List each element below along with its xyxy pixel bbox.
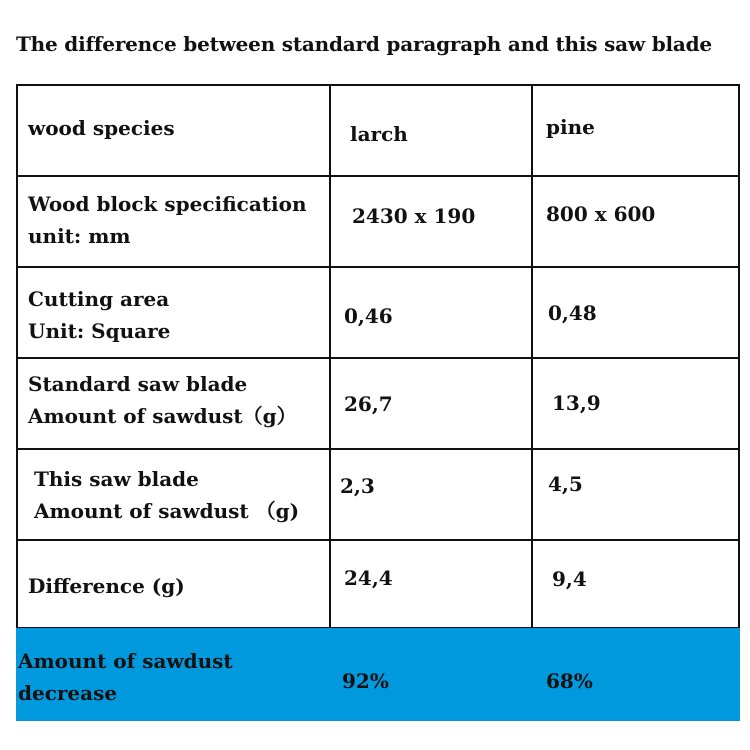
- comparison-table: [16, 84, 740, 629]
- row-label-difference: Difference (g): [28, 574, 185, 598]
- cell-pine-standard: 13,9: [552, 391, 601, 415]
- row-label-this-line1: This saw blade: [34, 467, 199, 491]
- row-label-decrease-line2: decrease: [18, 681, 118, 705]
- cell-larch-standard: 26,7: [344, 392, 393, 416]
- cell-larch-difference: 24,4: [344, 566, 393, 590]
- row-divider: [18, 357, 738, 359]
- sawdust-decrease-row: [16, 628, 740, 721]
- cell-larch-this: 2,3: [340, 474, 375, 498]
- row-label-wood-species: wood species: [28, 116, 175, 140]
- cell-pine-this: 4,5: [548, 472, 583, 496]
- row-label-area-line1: Cutting area: [28, 287, 170, 311]
- row-divider: [18, 539, 738, 541]
- row-label-this-line2: Amount of sawdust （g): [34, 499, 300, 523]
- row-label-decrease-line1: Amount of sawdust: [18, 649, 233, 673]
- page-title: The difference between standard paragraph and this saw blade: [16, 32, 712, 56]
- cell-pine-header: pine: [546, 115, 595, 139]
- row-label-area-line2: Unit: Square: [28, 319, 171, 343]
- cell-pine-decrease: 68%: [546, 669, 593, 693]
- cell-larch-header: larch: [350, 122, 408, 146]
- cell-pine-difference: 9,4: [552, 567, 587, 591]
- row-label-spec-line1: Wood block specification: [28, 192, 307, 216]
- row-label-spec-line2: unit: mm: [28, 224, 131, 248]
- row-label-standard-line1: Standard saw blade: [28, 372, 248, 396]
- row-divider: [18, 448, 738, 450]
- row-divider: [18, 175, 738, 177]
- cell-larch-decrease: 92%: [342, 669, 389, 693]
- row-divider: [18, 266, 738, 268]
- row-label-standard-line2: Amount of sawdust（g）: [28, 404, 297, 428]
- cell-pine-area: 0,48: [548, 301, 597, 325]
- cell-larch-spec: 2430 x 190: [352, 204, 476, 228]
- cell-pine-spec: 800 x 600: [546, 202, 656, 226]
- cell-larch-area: 0,46: [344, 304, 393, 328]
